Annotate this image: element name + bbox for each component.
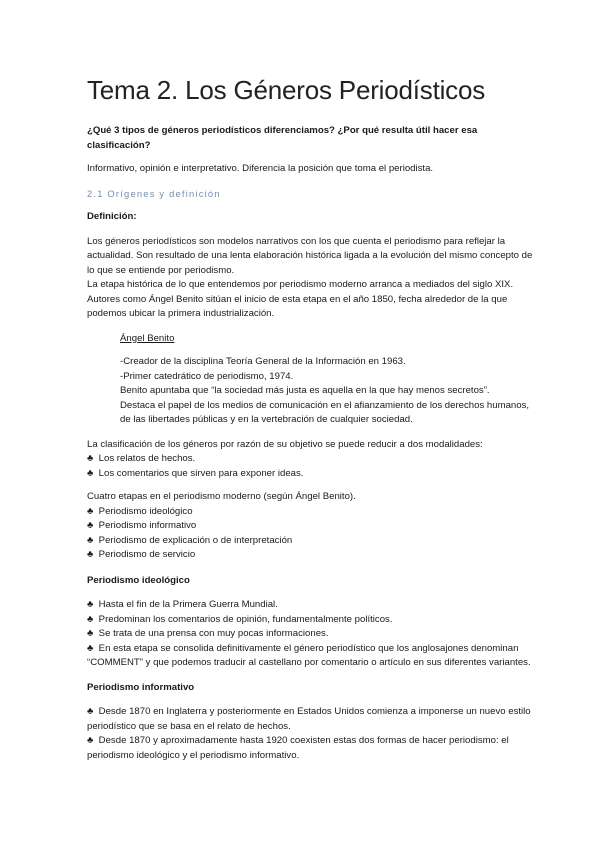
list-item: ♣ Los comentarios que sirven para exponer ideas. — [87, 467, 540, 482]
list-item: ♣ Periodismo de servicio — [87, 548, 540, 563]
clubs-bullet-icon: ♣ — [87, 599, 94, 610]
clubs-bullet-icon: ♣ — [87, 549, 94, 560]
clubs-bullet-icon: ♣ — [87, 453, 94, 464]
list-item: ♣ Se trata de una prensa con muy pocas informaciones. — [87, 627, 540, 642]
definition-label: Definición: — [87, 211, 137, 222]
list-item: ♣ Hasta el fin de la Primera Guerra Mundial. — [87, 598, 540, 613]
list-item: ♣ Desde 1870 en Inglaterra y posteriormente en Estados Unidos comienza a imponerse un nuevo estilo periodístico que se basa en el relato de hechos. — [87, 706, 531, 732]
clubs-bullet-icon: ♣ — [87, 505, 94, 517]
clubs-bullet-icon: ♣ — [87, 467, 94, 479]
stages-intro: Cuatro etapas en el periodismo moderno (según Ángel Benito). — [87, 491, 356, 502]
ideologico-list — [87, 598, 540, 671]
question-text: ¿Qué 3 tipos de géneros periodísticos diferenciamos? ¿Por qué resulta útil hacer esa clasificación? — [87, 125, 478, 151]
benito-line: Benito apuntaba que “la sociedad más justa es aquella en la que hay menos secretos”. — [120, 385, 490, 396]
clubs-bullet-icon: ♣ — [87, 628, 94, 639]
classification-intro: La clasificación de los géneros por razón de su objetivo se puede reducir a dos modalidades: — [87, 438, 483, 450]
list-item: ♣ Desde 1870 y aproximadamente hasta 1920 coexisten estas dos formas de hacer periodismo: el periodismo ideológico y el periodismo informativo. — [87, 735, 509, 761]
clubs-bullet-icon: ♣ — [87, 642, 94, 654]
stages-list — [87, 505, 540, 563]
benito-line: -Creador de la disciplina Teoría General de la Información en 1963. — [120, 356, 406, 367]
clubs-bullet-icon: ♣ — [87, 735, 94, 746]
benito-name: Ángel Benito — [120, 332, 175, 344]
section-heading: 2.1 Orígenes y definición — [87, 187, 221, 199]
ideologico-heading: Periodismo ideológico — [87, 574, 190, 586]
list-item: ♣ Periodismo informativo — [87, 519, 540, 534]
page-title: Tema 2. Los Géneros Periodísticos — [87, 75, 486, 105]
informativo-list — [87, 705, 540, 763]
clubs-bullet-icon: ♣ — [87, 706, 94, 717]
clubs-bullet-icon: ♣ — [87, 613, 94, 625]
benito-line: Destaca el papel de los medios de comunicación en el afianzamiento de los derechos humanos, de las libertades públicas y en la vertebración de cualquier sociedad. — [120, 399, 530, 425]
definition-paragraph-1: Los géneros periodísticos son modelos narrativos con los que cuenta el periodismo para reflejar la actualidad. Son resultado de una lenta elaboración histórica ligada a la evolución del mismo concepto de lo que se entiende por periodismo. — [87, 235, 533, 276]
list-item: ♣ Predominan los comentarios de opinión, fundamentalmente políticos. — [87, 613, 540, 628]
benito-details — [120, 355, 540, 428]
list-item: ♣ Periodismo ideológico — [87, 505, 540, 520]
answer-text: Informativo, opinión e interpretativo. Diferencia la posición que toma el periodista. — [87, 163, 434, 174]
informativo-heading: Periodismo informativo — [87, 681, 195, 693]
list-item: ♣ En esta etapa se consolida definitivamente el género periodístico que los anglosajones denominan “COMMENT” y que podemos traducir al castellano por comentario o artículo en sus diferentes variantes. — [87, 642, 531, 668]
list-item: ♣ Los relatos de hechos. — [87, 452, 540, 467]
classification-list — [87, 452, 540, 481]
clubs-bullet-icon: ♣ — [87, 534, 94, 546]
benito-line: -Primer catedrático de periodismo, 1974. — [120, 370, 294, 382]
list-item: ♣ Periodismo de explicación o de interpretación — [87, 534, 540, 549]
definition-paragraph-2: La etapa histórica de lo que entendemos por periodismo moderno arranca a mediados del siglo XIX. Autores como Ángel Benito sitúan el inicio de esta etapa en el año 1850, fecha alrededor de la que podemos ubicar la primera industrialización. — [87, 279, 514, 319]
clubs-bullet-icon: ♣ — [87, 520, 94, 531]
